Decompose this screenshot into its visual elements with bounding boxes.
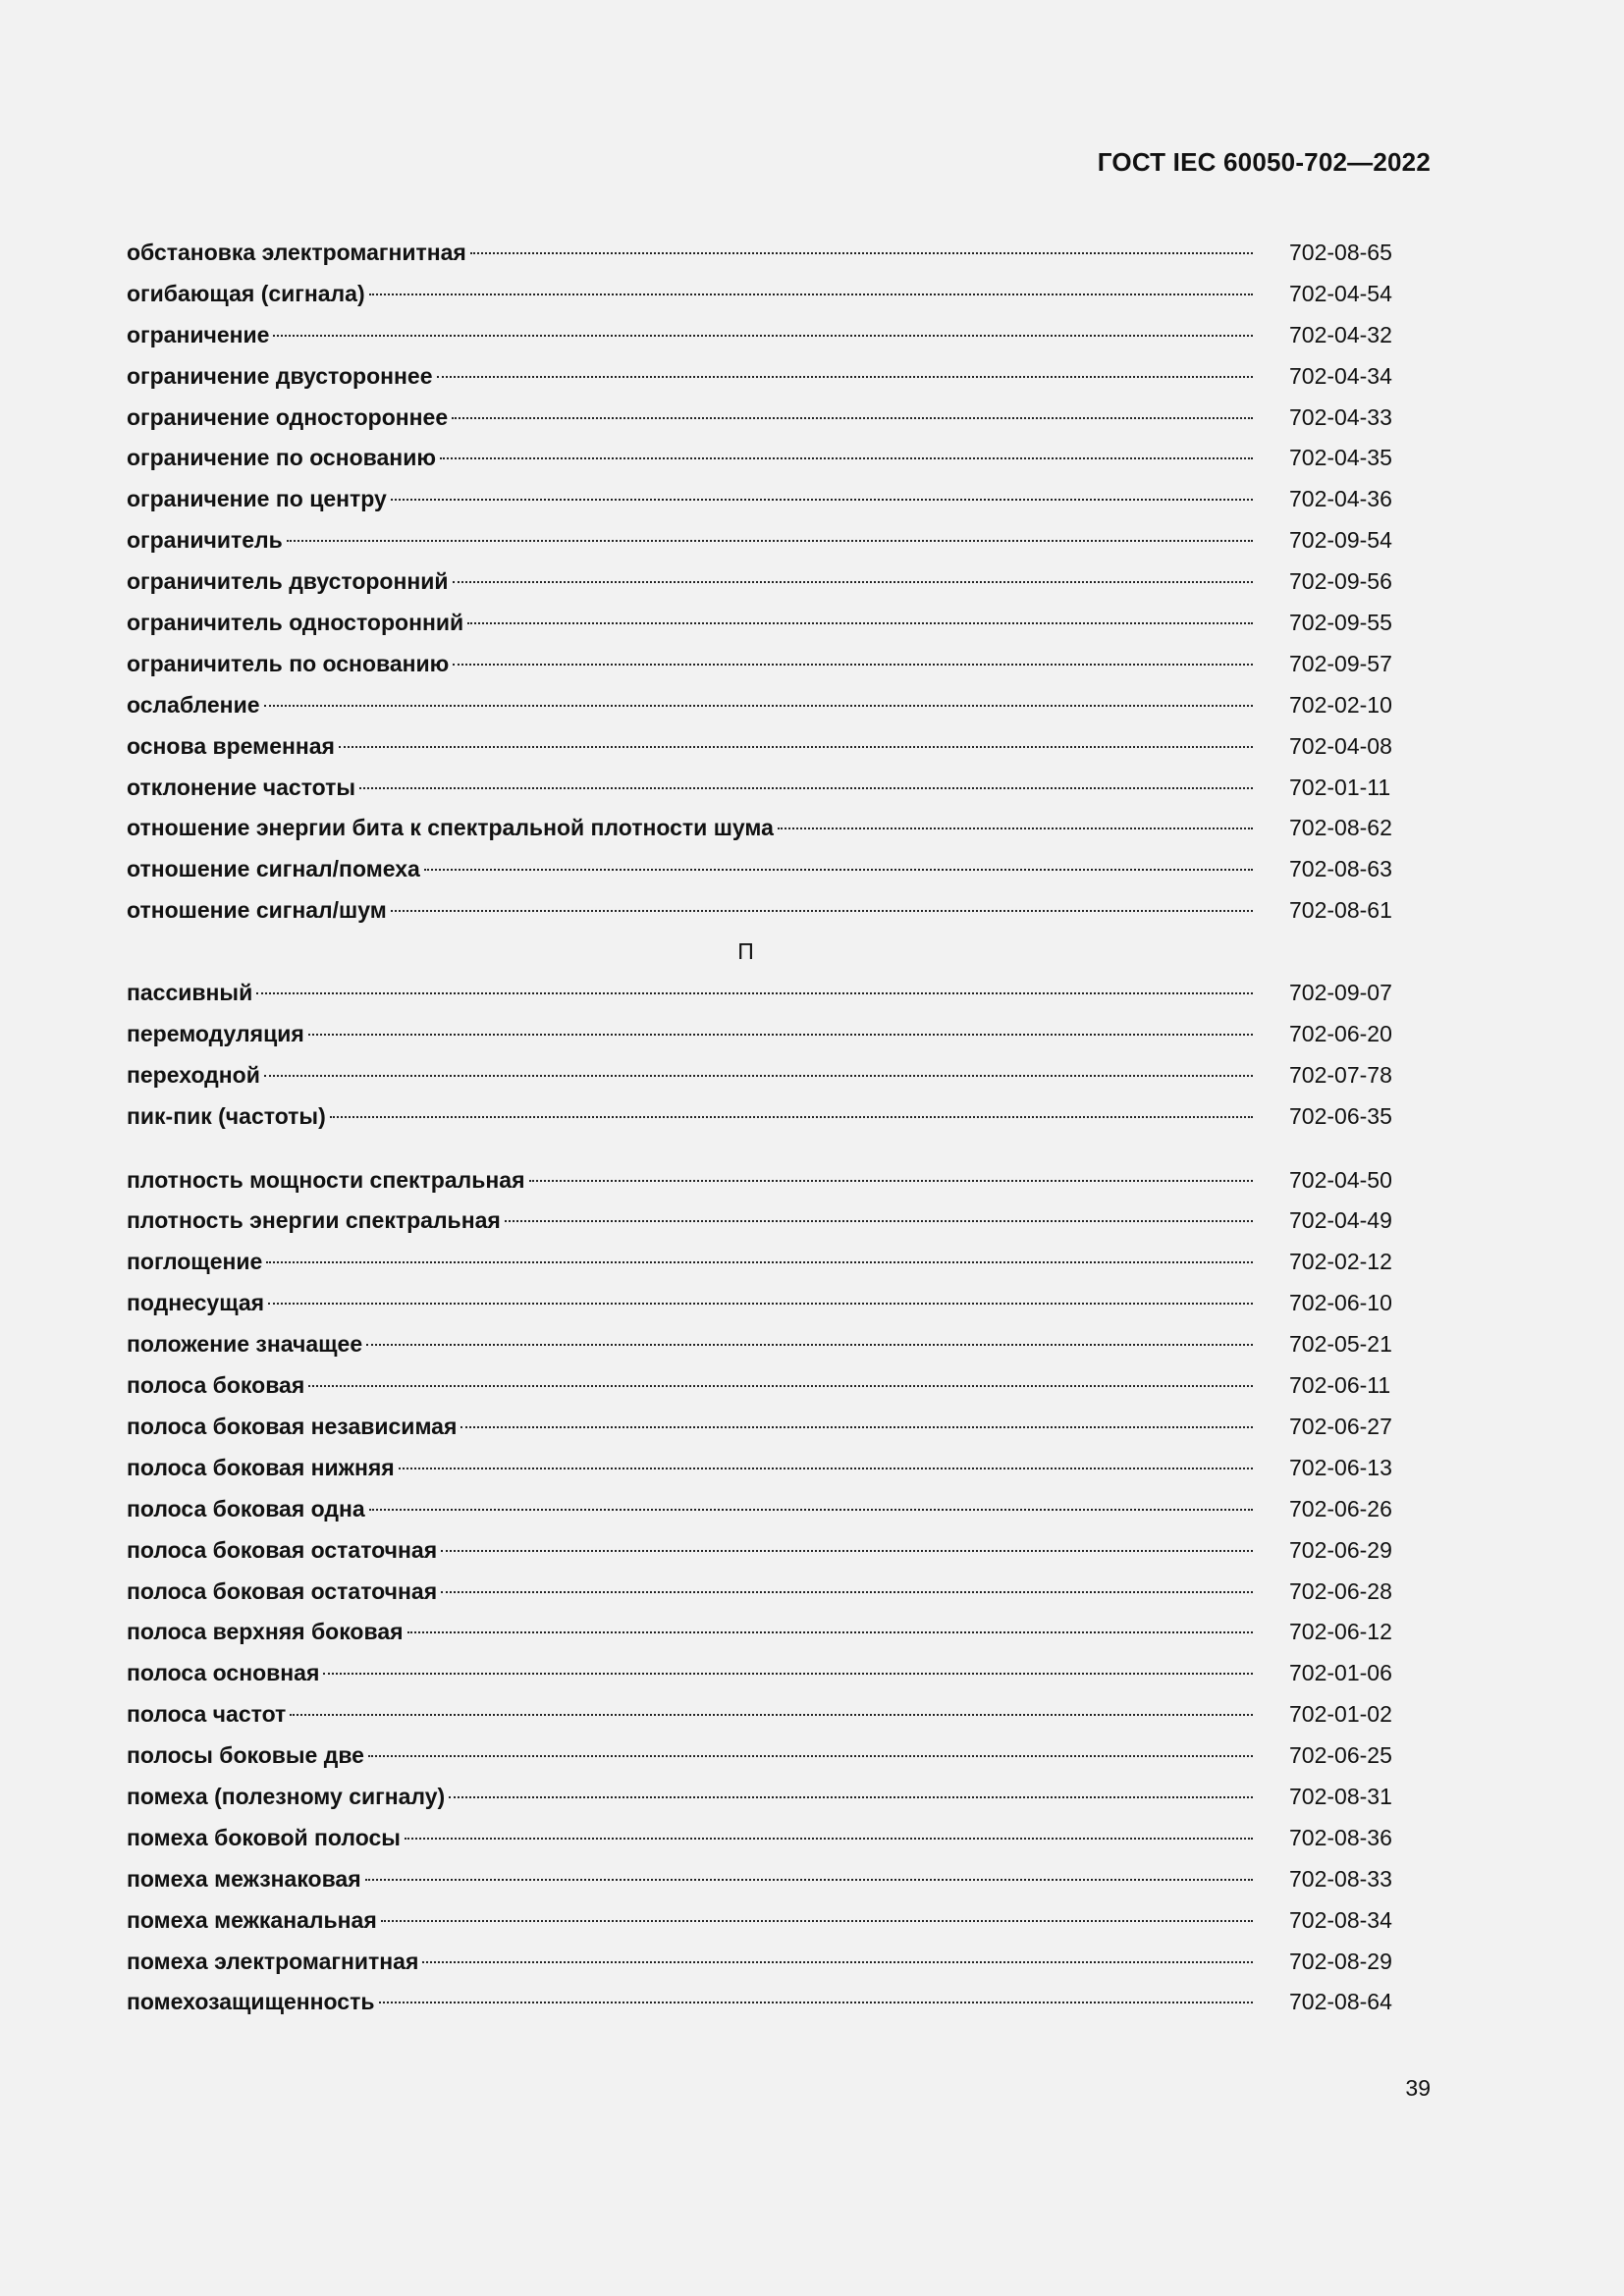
dot-leader xyxy=(266,1261,1253,1263)
index-reference: 702-06-27 xyxy=(1289,1413,1392,1439)
index-reference: 702-04-35 xyxy=(1289,445,1392,471)
index-entry xyxy=(127,479,1402,520)
index-term: отклонение частоты xyxy=(127,774,356,800)
index-entry xyxy=(127,1942,1402,1983)
index-entry xyxy=(127,1283,1402,1324)
index-reference: 702-04-33 xyxy=(1289,403,1392,430)
dot-leader xyxy=(399,1468,1253,1469)
index-term: ослабление xyxy=(127,691,260,718)
dot-leader xyxy=(366,1344,1253,1346)
index-entry xyxy=(127,520,1402,561)
dot-leader xyxy=(529,1180,1254,1182)
index-entry xyxy=(127,1694,1402,1735)
index-reference: 702-02-12 xyxy=(1289,1249,1392,1275)
index-term: помеха межзнаковая xyxy=(127,1865,361,1892)
index-entry xyxy=(127,849,1402,890)
index-reference: 702-06-28 xyxy=(1289,1577,1392,1604)
index-term: помехозащищенность xyxy=(127,1989,375,2015)
dot-leader xyxy=(441,1550,1253,1552)
dot-leader xyxy=(308,1385,1253,1387)
index-entry xyxy=(127,890,1402,932)
index-term: перемодуляция xyxy=(127,1020,304,1046)
dot-leader xyxy=(391,910,1253,912)
dot-leader xyxy=(268,1303,1253,1305)
index-reference: 702-04-32 xyxy=(1289,321,1392,347)
index-entry xyxy=(127,1612,1402,1653)
index-entry xyxy=(127,1160,1402,1201)
dot-leader xyxy=(330,1116,1253,1118)
index-term: плотность мощности спектральная xyxy=(127,1166,525,1193)
index-reference: 702-06-35 xyxy=(1289,1102,1392,1129)
index-entry xyxy=(127,233,1402,274)
index-reference: 702-01-06 xyxy=(1289,1660,1392,1686)
index-reference: 702-06-25 xyxy=(1289,1742,1392,1769)
dot-leader xyxy=(467,622,1253,624)
dot-leader xyxy=(407,1631,1253,1633)
index-term: полоса боковая одна xyxy=(127,1495,365,1522)
index-reference: 702-08-62 xyxy=(1289,815,1392,841)
index-reference: 702-09-55 xyxy=(1289,610,1392,636)
dot-leader xyxy=(365,1879,1253,1881)
index-entry xyxy=(127,438,1402,479)
dot-leader xyxy=(437,376,1253,378)
dot-leader xyxy=(381,1920,1253,1922)
index-term: ограничитель по основанию xyxy=(127,650,450,676)
index-term: основа временная xyxy=(127,732,335,759)
index-entry xyxy=(127,644,1402,685)
index-entry xyxy=(127,1735,1402,1777)
index-entry xyxy=(127,768,1402,809)
index-entry xyxy=(127,1900,1402,1942)
index-reference: 702-06-26 xyxy=(1289,1495,1392,1522)
index-term: полоса боковая независимая xyxy=(127,1413,458,1439)
index-term: ограничение одностороннее xyxy=(127,403,449,430)
index-entry xyxy=(127,1242,1402,1283)
index-reference: 702-08-65 xyxy=(1289,240,1392,265)
index-entry xyxy=(127,1201,1402,1242)
index-reference: 702-08-61 xyxy=(1289,897,1392,924)
dot-leader xyxy=(273,335,1253,337)
dot-leader xyxy=(369,294,1253,295)
index-entry xyxy=(127,561,1402,603)
dot-leader xyxy=(256,992,1253,994)
index-reference: 702-04-36 xyxy=(1289,486,1392,512)
index-entry xyxy=(127,1859,1402,1900)
dot-leader xyxy=(452,417,1253,419)
index-entry xyxy=(127,1055,1402,1096)
index-term: помеха боковой полосы xyxy=(127,1824,401,1850)
index-reference: 702-01-02 xyxy=(1289,1701,1392,1728)
index-entry xyxy=(127,1096,1402,1138)
index-reference: 702-07-78 xyxy=(1289,1061,1392,1088)
dot-leader xyxy=(778,828,1253,829)
index-reference: 702-08-33 xyxy=(1289,1865,1392,1892)
index-reference: 702-08-36 xyxy=(1289,1824,1392,1850)
section-spacer xyxy=(127,1138,1402,1160)
dot-leader xyxy=(290,1714,1253,1716)
dot-leader xyxy=(470,252,1253,254)
dot-leader xyxy=(391,499,1253,501)
index-entry xyxy=(127,274,1402,315)
index-term: ограничитель двусторонний xyxy=(127,568,449,595)
index-entry xyxy=(127,1365,1402,1407)
index-term: помеха (полезному сигналу) xyxy=(127,1783,446,1809)
index-term: ограничение по центру xyxy=(127,486,387,512)
page-number: 39 xyxy=(1405,2075,1431,2101)
index-reference: 702-04-08 xyxy=(1289,732,1392,759)
index-term: ограничитель односторонний xyxy=(127,610,464,636)
term-index xyxy=(127,233,1402,2023)
index-entry xyxy=(127,1530,1402,1572)
index-reference: 702-02-10 xyxy=(1289,691,1392,718)
index-entry xyxy=(127,726,1402,768)
index-reference: 702-01-11 xyxy=(1289,774,1391,800)
dot-leader xyxy=(308,1034,1253,1036)
index-entry xyxy=(127,1777,1402,1818)
index-term: отношение сигнал/помеха xyxy=(127,856,420,882)
index-term: помеха электромагнитная xyxy=(127,1948,419,1974)
index-term: пассивный xyxy=(127,980,253,1006)
dot-leader xyxy=(264,1075,1253,1077)
index-term: отношение энергии бита к спектральной плотности шума xyxy=(127,815,774,841)
dot-leader xyxy=(424,869,1253,871)
index-reference: 702-06-10 xyxy=(1289,1290,1392,1316)
dot-leader xyxy=(405,1838,1253,1840)
dot-leader xyxy=(379,2002,1254,2003)
dot-leader xyxy=(453,581,1253,583)
index-term: полоса частот xyxy=(127,1701,287,1728)
index-reference: 702-06-11 xyxy=(1289,1372,1391,1399)
dot-leader xyxy=(287,540,1253,542)
index-entry xyxy=(127,1014,1402,1055)
dot-leader xyxy=(505,1220,1253,1222)
index-reference: 702-06-20 xyxy=(1289,1020,1392,1046)
index-reference: 702-04-50 xyxy=(1289,1166,1392,1193)
index-entry xyxy=(127,1407,1402,1448)
index-reference: 702-08-34 xyxy=(1289,1906,1392,1933)
index-term: пик-пик (частоты) xyxy=(127,1102,326,1129)
index-term: полосы боковые две xyxy=(127,1742,364,1769)
index-entry xyxy=(127,1324,1402,1365)
index-reference: 702-08-63 xyxy=(1289,856,1392,882)
index-entry xyxy=(127,603,1402,644)
index-term: полоса боковая остаточная xyxy=(127,1577,438,1604)
index-reference: 702-05-21 xyxy=(1289,1331,1392,1358)
index-entry xyxy=(127,1448,1402,1489)
dot-leader xyxy=(323,1673,1253,1675)
dot-leader xyxy=(359,787,1253,789)
index-term: полоса основная xyxy=(127,1660,320,1686)
index-term: положение значащее xyxy=(127,1331,363,1358)
index-term: полоса боковая xyxy=(127,1372,305,1399)
index-entry xyxy=(127,315,1402,356)
index-entry xyxy=(127,973,1402,1014)
index-term: поглощение xyxy=(127,1249,263,1275)
index-reference: 702-04-34 xyxy=(1289,362,1392,389)
dot-leader xyxy=(369,1509,1253,1511)
index-entry xyxy=(127,1818,1402,1859)
index-reference: 702-04-49 xyxy=(1289,1207,1392,1234)
index-entry xyxy=(127,685,1402,726)
index-reference: 702-08-64 xyxy=(1289,1989,1392,2015)
dot-leader xyxy=(264,705,1254,707)
index-entry xyxy=(127,1653,1402,1694)
index-term: переходной xyxy=(127,1061,260,1088)
dot-leader xyxy=(460,1426,1253,1428)
index-entry xyxy=(127,356,1402,398)
index-reference: 702-06-12 xyxy=(1289,1619,1392,1645)
index-entry xyxy=(127,1489,1402,1530)
index-term: обстановка электромагнитная xyxy=(127,240,466,265)
index-reference: 702-09-54 xyxy=(1289,527,1392,554)
index-reference: 702-04-54 xyxy=(1289,280,1392,306)
dot-leader xyxy=(453,664,1253,666)
index-reference: 702-09-56 xyxy=(1289,568,1392,595)
dot-leader xyxy=(339,746,1253,748)
index-entry xyxy=(127,1572,1402,1613)
index-reference: 702-08-31 xyxy=(1289,1783,1392,1809)
document-header: ГОСТ IEC 60050-702—2022 xyxy=(1097,147,1431,177)
index-term: плотность энергии спектральная xyxy=(127,1207,501,1234)
index-reference: 702-06-13 xyxy=(1289,1454,1392,1480)
index-reference: 702-09-57 xyxy=(1289,650,1392,676)
dot-leader xyxy=(440,457,1253,459)
index-term: огибающая (сигнала) xyxy=(127,280,365,306)
index-entry xyxy=(127,808,1402,849)
section-letter: П xyxy=(737,938,754,965)
index-term: ограничитель xyxy=(127,527,283,554)
dot-leader xyxy=(422,1961,1253,1963)
index-entry xyxy=(127,398,1402,439)
index-term: полоса боковая нижняя xyxy=(127,1454,395,1480)
index-term: ограничение двустороннее xyxy=(127,362,433,389)
index-term: поднесущая xyxy=(127,1290,265,1316)
index-term: помеха межканальная xyxy=(127,1906,377,1933)
dot-leader xyxy=(368,1755,1253,1757)
dot-leader xyxy=(449,1796,1253,1798)
index-term: отношение сигнал/шум xyxy=(127,897,387,924)
index-term: полоса верхняя боковая xyxy=(127,1619,404,1645)
index-reference: 702-08-29 xyxy=(1289,1948,1392,1974)
index-reference: 702-06-29 xyxy=(1289,1536,1392,1563)
dot-leader xyxy=(441,1591,1253,1593)
index-term: ограничение xyxy=(127,321,270,347)
index-term: ограничение по основанию xyxy=(127,445,436,471)
index-entry xyxy=(127,1982,1402,2023)
index-reference: 702-09-07 xyxy=(1289,980,1392,1006)
index-term: полоса боковая остаточная xyxy=(127,1536,438,1563)
